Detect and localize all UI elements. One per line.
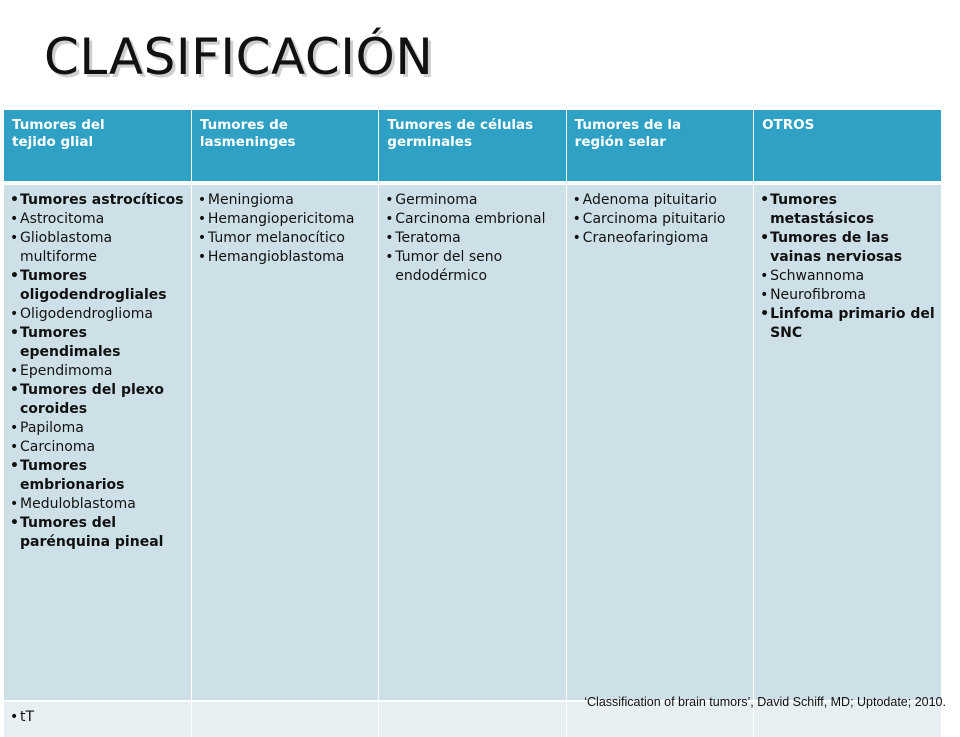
list-item: • Tumor melanocítico xyxy=(202,229,376,248)
list-item: • Meduloblastoma xyxy=(14,495,189,514)
column-header: OTROS xyxy=(754,110,941,183)
tumor-list xyxy=(389,191,563,286)
list-item: • Tumores embrionarios xyxy=(14,457,189,495)
column-header: Tumores de la región selar xyxy=(566,110,753,183)
list-item: • Linfoma primario del SNC xyxy=(764,305,939,343)
column-header: Tumores de lasmeninges xyxy=(191,110,378,183)
list-item: • Tumores del parénquina pineal xyxy=(14,514,189,552)
list-item: • Tumores oligodendrogliales xyxy=(14,267,189,305)
list-item: • Glioblastoma multiforme xyxy=(14,229,189,267)
table-cell xyxy=(191,183,378,701)
list-item: • Carcinoma embrional xyxy=(389,210,563,229)
table-row xyxy=(4,183,941,701)
list-item: • Tumores ependimales xyxy=(14,324,189,362)
list-item: • Tumores de las vainas nerviosas xyxy=(764,229,939,267)
table-cell xyxy=(379,701,566,737)
tumor-list xyxy=(14,191,189,552)
list-item: • Astrocitoma xyxy=(14,210,189,229)
list-item: • Meningioma xyxy=(202,191,376,210)
table-cell xyxy=(4,701,191,737)
table-cell xyxy=(379,183,566,701)
table-cell xyxy=(191,701,378,737)
table-cell xyxy=(4,183,191,701)
column-header: Tumores del tejido glial xyxy=(4,110,191,183)
list-item: • Craneofaringioma xyxy=(577,229,751,248)
list-item: • Tumor del seno endodérmico xyxy=(389,248,563,286)
list-item: • Schwannoma xyxy=(764,267,939,286)
list-item: • Hemangioblastoma xyxy=(202,248,376,267)
tumor-list xyxy=(577,191,751,248)
list-item: • Teratoma xyxy=(389,229,563,248)
citation: ‘Classification of brain tumors’, David Schiff, MD; Uptodate; 2010. xyxy=(584,695,946,709)
table-header-row xyxy=(4,110,941,183)
list-item: • Germinoma xyxy=(389,191,563,210)
list-item: • Carcinoma pituitario xyxy=(577,210,751,229)
classification-table xyxy=(4,110,941,737)
list-item: • Tumores del plexo coroides xyxy=(14,381,189,419)
slide-title: CLASIFICACIÓN xyxy=(44,28,434,86)
list-item: • Oligodendroglioma xyxy=(14,305,189,324)
table-cell xyxy=(754,183,941,701)
list-item: • Carcinoma xyxy=(14,438,189,457)
tumor-list xyxy=(202,191,376,267)
list-item: • Adenoma pituitario xyxy=(577,191,751,210)
column-header: Tumores de células germinales xyxy=(379,110,566,183)
tumor-list xyxy=(764,191,939,343)
list-item: • tT xyxy=(14,708,189,727)
list-item: • Hemangiopericitoma xyxy=(202,210,376,229)
list-item: • Ependimoma xyxy=(14,362,189,381)
list-item: • Tumores astrocíticos xyxy=(14,191,189,210)
table-cell xyxy=(566,183,753,701)
list-item: • Neurofibroma xyxy=(764,286,939,305)
list-item: • Tumores metastásicos xyxy=(764,191,939,229)
list-item: • Papiloma xyxy=(14,419,189,438)
